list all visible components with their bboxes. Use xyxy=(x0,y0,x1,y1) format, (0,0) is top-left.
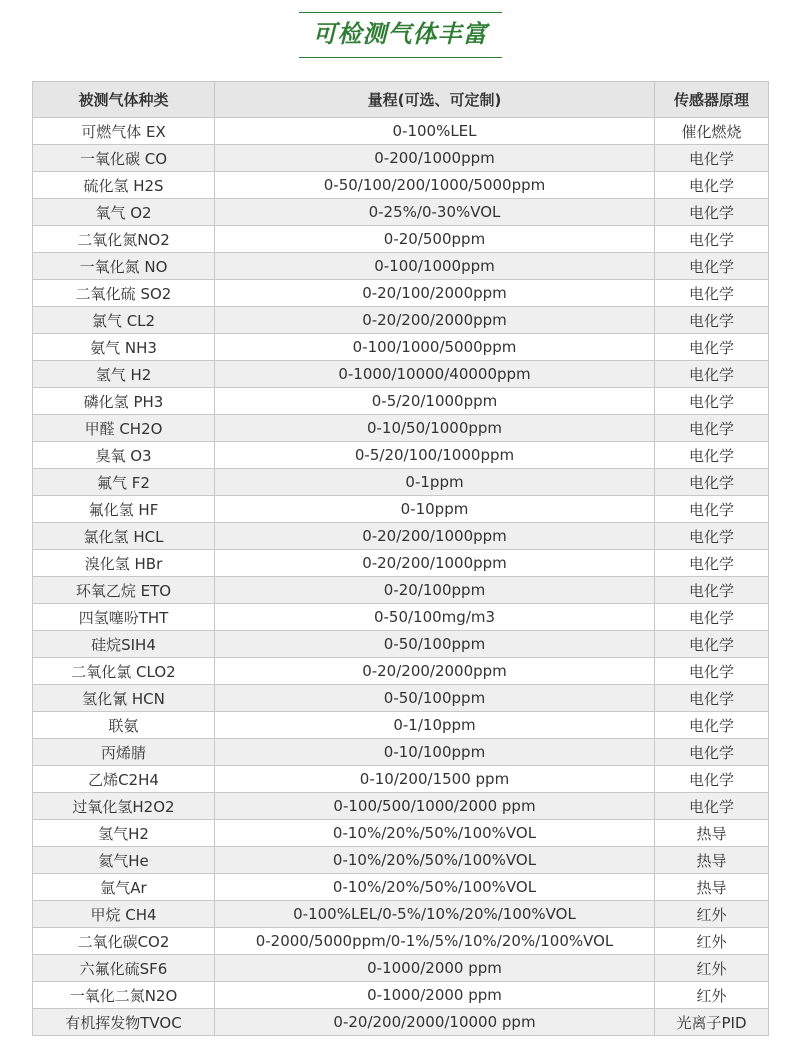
table-row xyxy=(33,766,769,793)
header-gas-type: 被测气体种类 xyxy=(33,82,215,118)
sensor-principle-cell: 红外 xyxy=(655,928,769,955)
range-cell: 0-200/1000ppm xyxy=(215,145,655,172)
gas-name-cell: 甲醛 CH2O xyxy=(33,415,215,442)
table-header-row xyxy=(33,82,769,118)
gas-name-cell: 氟化氢 HF xyxy=(33,496,215,523)
title-area xyxy=(0,12,800,60)
sensor-principle-cell: 光离子PID xyxy=(655,1009,769,1036)
table-row xyxy=(33,388,769,415)
sensor-principle-cell: 热导 xyxy=(655,847,769,874)
sensor-principle-cell: 红外 xyxy=(655,901,769,928)
table-row xyxy=(33,523,769,550)
range-cell: 0-1ppm xyxy=(215,469,655,496)
table-row xyxy=(33,172,769,199)
sensor-principle-cell: 电化学 xyxy=(655,361,769,388)
sensor-principle-cell: 电化学 xyxy=(655,766,769,793)
table-row xyxy=(33,334,769,361)
range-cell: 0-100/1000/5000ppm xyxy=(215,334,655,361)
sensor-principle-cell: 电化学 xyxy=(655,523,769,550)
sensor-principle-cell: 电化学 xyxy=(655,442,769,469)
sensor-principle-cell: 电化学 xyxy=(655,280,769,307)
gas-name-cell: 氢化氰 HCN xyxy=(33,685,215,712)
table-row xyxy=(33,604,769,631)
table-row xyxy=(33,415,769,442)
table-row xyxy=(33,658,769,685)
page-title: 可检测气体丰富 xyxy=(312,20,488,48)
sensor-principle-cell: 电化学 xyxy=(655,388,769,415)
table-row xyxy=(33,793,769,820)
range-cell: 0-100%LEL xyxy=(215,118,655,145)
gas-name-cell: 可燃气体 EX xyxy=(33,118,215,145)
gas-name-cell: 氦气He xyxy=(33,847,215,874)
sensor-principle-cell: 电化学 xyxy=(655,145,769,172)
sensor-principle-cell: 电化学 xyxy=(655,550,769,577)
range-cell: 0-10/100ppm xyxy=(215,739,655,766)
range-cell: 0-100/1000ppm xyxy=(215,253,655,280)
range-cell: 0-5/20/1000ppm xyxy=(215,388,655,415)
range-cell: 0-100%LEL/0-5%/10%/20%/100%VOL xyxy=(215,901,655,928)
sensor-principle-cell: 电化学 xyxy=(655,199,769,226)
table-row xyxy=(33,226,769,253)
sensor-principle-cell: 电化学 xyxy=(655,685,769,712)
table-row xyxy=(33,145,769,172)
table-row xyxy=(33,361,769,388)
gas-name-cell: 氯化氢 HCL xyxy=(33,523,215,550)
table-row xyxy=(33,928,769,955)
gas-detection-table xyxy=(32,81,769,1036)
range-cell: 0-50/100mg/m3 xyxy=(215,604,655,631)
table-row xyxy=(33,820,769,847)
gas-name-cell: 二氧化氯 CLO2 xyxy=(33,658,215,685)
table-row xyxy=(33,712,769,739)
sensor-principle-cell: 电化学 xyxy=(655,739,769,766)
header-sensor-principle: 传感器原理 xyxy=(655,82,769,118)
sensor-principle-cell: 热导 xyxy=(655,874,769,901)
sensor-principle-cell: 电化学 xyxy=(655,226,769,253)
gas-name-cell: 过氧化氢H2O2 xyxy=(33,793,215,820)
sensor-principle-cell: 电化学 xyxy=(655,577,769,604)
sensor-principle-cell: 电化学 xyxy=(655,253,769,280)
range-cell: 0-1000/2000 ppm xyxy=(215,982,655,1009)
range-cell: 0-10ppm xyxy=(215,496,655,523)
gas-name-cell: 氢气 H2 xyxy=(33,361,215,388)
sensor-principle-cell: 电化学 xyxy=(655,415,769,442)
range-cell: 0-100/500/1000/2000 ppm xyxy=(215,793,655,820)
range-cell: 0-1000/2000 ppm xyxy=(215,955,655,982)
sensor-principle-cell: 电化学 xyxy=(655,172,769,199)
range-cell: 0-20/200/1000ppm xyxy=(215,523,655,550)
range-cell: 0-5/20/100/1000ppm xyxy=(215,442,655,469)
header-range: 量程(可选、可定制) xyxy=(215,82,655,118)
gas-name-cell: 氢气H2 xyxy=(33,820,215,847)
gas-name-cell: 硫化氢 H2S xyxy=(33,172,215,199)
gas-name-cell: 氩气Ar xyxy=(33,874,215,901)
table-row xyxy=(33,199,769,226)
sensor-principle-cell: 电化学 xyxy=(655,631,769,658)
range-cell: 0-50/100/200/1000/5000ppm xyxy=(215,172,655,199)
range-cell: 0-10%/20%/50%/100%VOL xyxy=(215,820,655,847)
table-row xyxy=(33,982,769,1009)
sensor-principle-cell: 电化学 xyxy=(655,307,769,334)
table-row xyxy=(33,253,769,280)
sensor-principle-cell: 电化学 xyxy=(655,496,769,523)
gas-name-cell: 二氧化碳CO2 xyxy=(33,928,215,955)
sensor-principle-cell: 电化学 xyxy=(655,604,769,631)
gas-name-cell: 氟气 F2 xyxy=(33,469,215,496)
table-row xyxy=(33,577,769,604)
gas-name-cell: 联氨 xyxy=(33,712,215,739)
table-row xyxy=(33,118,769,145)
gas-name-cell: 氧气 O2 xyxy=(33,199,215,226)
sensor-principle-cell: 红外 xyxy=(655,955,769,982)
gas-name-cell: 四氢噻吩THT xyxy=(33,604,215,631)
range-cell: 0-2000/5000ppm/0-1%/5%/10%/20%/100%VOL xyxy=(215,928,655,955)
gas-name-cell: 有机挥发物TVOC xyxy=(33,1009,215,1036)
gas-name-cell: 一氧化氮 NO xyxy=(33,253,215,280)
table-row xyxy=(33,874,769,901)
range-cell: 0-10%/20%/50%/100%VOL xyxy=(215,874,655,901)
table-row xyxy=(33,469,769,496)
gas-name-cell: 丙烯腈 xyxy=(33,739,215,766)
table-row xyxy=(33,901,769,928)
table-row xyxy=(33,307,769,334)
table-row xyxy=(33,739,769,766)
table-row xyxy=(33,1009,769,1036)
range-cell: 0-1000/10000/40000ppm xyxy=(215,361,655,388)
sensor-principle-cell: 电化学 xyxy=(655,469,769,496)
sensor-principle-cell: 电化学 xyxy=(655,793,769,820)
sensor-principle-cell: 电化学 xyxy=(655,712,769,739)
range-cell: 0-50/100ppm xyxy=(215,685,655,712)
range-cell: 0-1/10ppm xyxy=(215,712,655,739)
gas-name-cell: 环氧乙烷 ETO xyxy=(33,577,215,604)
sensor-principle-cell: 红外 xyxy=(655,982,769,1009)
gas-name-cell: 一氧化二氮N2O xyxy=(33,982,215,1009)
gas-name-cell: 二氧化氮NO2 xyxy=(33,226,215,253)
sensor-principle-cell: 催化燃烧 xyxy=(655,118,769,145)
range-cell: 0-25%/0-30%VOL xyxy=(215,199,655,226)
table-row xyxy=(33,280,769,307)
gas-name-cell: 硅烷SIH4 xyxy=(33,631,215,658)
range-cell: 0-20/200/2000ppm xyxy=(215,307,655,334)
range-cell: 0-10/200/1500 ppm xyxy=(215,766,655,793)
gas-name-cell: 二氧化硫 SO2 xyxy=(33,280,215,307)
range-cell: 0-20/100ppm xyxy=(215,577,655,604)
table-row xyxy=(33,496,769,523)
gas-name-cell: 氯气 CL2 xyxy=(33,307,215,334)
sensor-principle-cell: 电化学 xyxy=(655,334,769,361)
range-cell: 0-50/100ppm xyxy=(215,631,655,658)
range-cell: 0-10/50/1000ppm xyxy=(215,415,655,442)
gas-name-cell: 臭氧 O3 xyxy=(33,442,215,469)
sensor-principle-cell: 电化学 xyxy=(655,658,769,685)
range-cell: 0-20/100/2000ppm xyxy=(215,280,655,307)
table-row xyxy=(33,847,769,874)
title-banner xyxy=(299,12,502,58)
gas-name-cell: 一氧化碳 CO xyxy=(33,145,215,172)
table-row xyxy=(33,955,769,982)
range-cell: 0-20/200/1000ppm xyxy=(215,550,655,577)
sensor-principle-cell: 热导 xyxy=(655,820,769,847)
gas-name-cell: 氨气 NH3 xyxy=(33,334,215,361)
table-row xyxy=(33,685,769,712)
range-cell: 0-20/500ppm xyxy=(215,226,655,253)
gas-name-cell: 六氟化硫SF6 xyxy=(33,955,215,982)
range-cell: 0-20/200/2000ppm xyxy=(215,658,655,685)
gas-name-cell: 甲烷 CH4 xyxy=(33,901,215,928)
range-cell: 0-10%/20%/50%/100%VOL xyxy=(215,847,655,874)
table-row xyxy=(33,550,769,577)
range-cell: 0-20/200/2000/10000 ppm xyxy=(215,1009,655,1036)
gas-name-cell: 溴化氢 HBr xyxy=(33,550,215,577)
table-row xyxy=(33,631,769,658)
table-row xyxy=(33,442,769,469)
gas-name-cell: 乙烯C2H4 xyxy=(33,766,215,793)
table-body xyxy=(33,118,769,1036)
gas-name-cell: 磷化氢 PH3 xyxy=(33,388,215,415)
